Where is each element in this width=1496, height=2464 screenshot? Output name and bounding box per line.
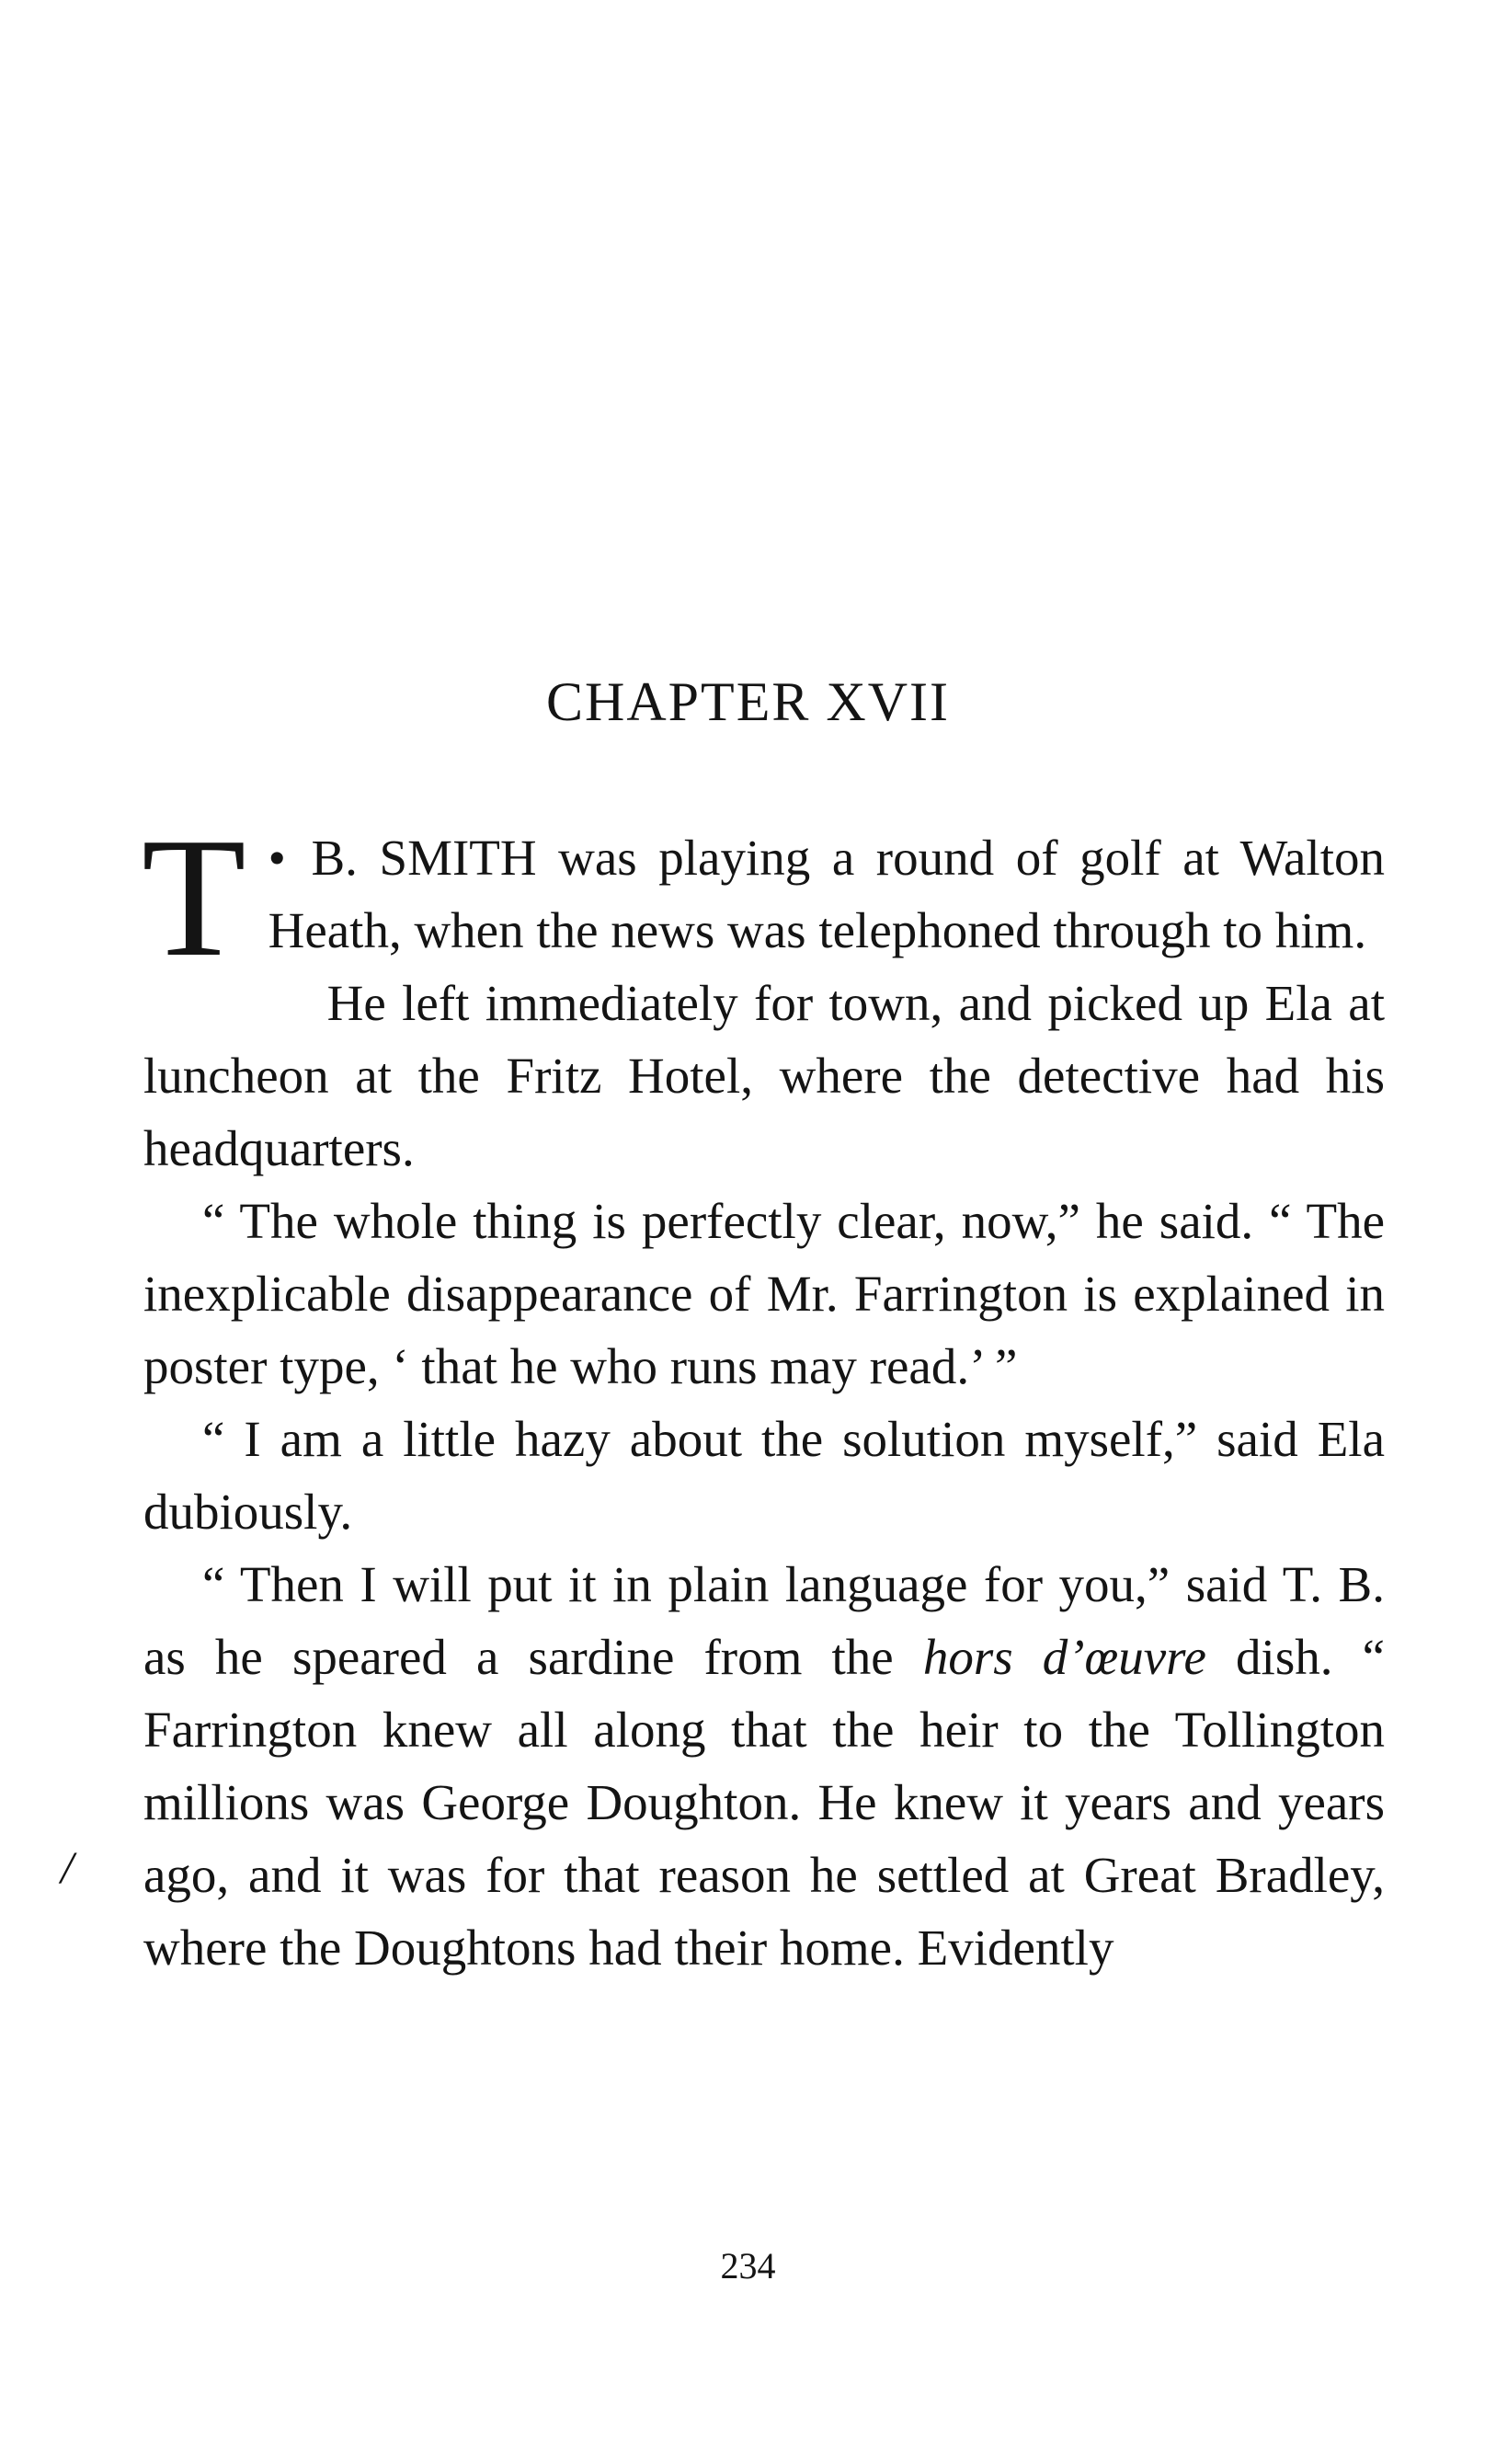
italic-phrase: hors d’œuvre bbox=[922, 1629, 1206, 1685]
paragraph-2 bbox=[143, 967, 1385, 1185]
chapter-heading: CHAPTER XVII bbox=[546, 671, 950, 732]
drop-cap: T bbox=[142, 803, 246, 992]
paragraph-text: He left immediately for town, and picked up Ela at luncheon at the Fritz Hotel, where the detective had his headquarters. bbox=[143, 975, 1385, 1176]
paragraph-text: dish. “ Farrington knew all along that the heir to the Tollington millions was George Doughton. He knew it years and years ago, and it was for that reason he settled at Great Bradley, where the Doughtons had their home. Evidently bbox=[143, 1629, 1386, 1976]
paragraph-4 bbox=[143, 1403, 1385, 1548]
margin-mark: / bbox=[61, 1841, 74, 1893]
page-number: 234 bbox=[720, 2245, 776, 2286]
paragraph-1 bbox=[142, 803, 1385, 992]
paragraph-text: “ The whole thing is perfectly clear, now,” he said. “ The inexplicable disappearance of Mr. Farrington is explained in poster type, ‘ that he who runs may read.’ ” bbox=[143, 1193, 1385, 1394]
paragraph-text: B. SMITH was playing a round of golf at Walton Heath, when the news was telephoned through to him. bbox=[268, 830, 1385, 958]
paragraph-3 bbox=[143, 1185, 1385, 1403]
paragraph-text: “ Then I will put it in plain language for you,” said T. B. as he speared a sardine from the bbox=[143, 1556, 1385, 1685]
body-text bbox=[142, 803, 1386, 1984]
paragraph-text: “ I am a little hazy about the solution myself,” said Ela dubiously. bbox=[143, 1411, 1385, 1540]
drop-cap-dot: • bbox=[268, 830, 286, 886]
paragraph-5 bbox=[143, 1548, 1385, 1984]
